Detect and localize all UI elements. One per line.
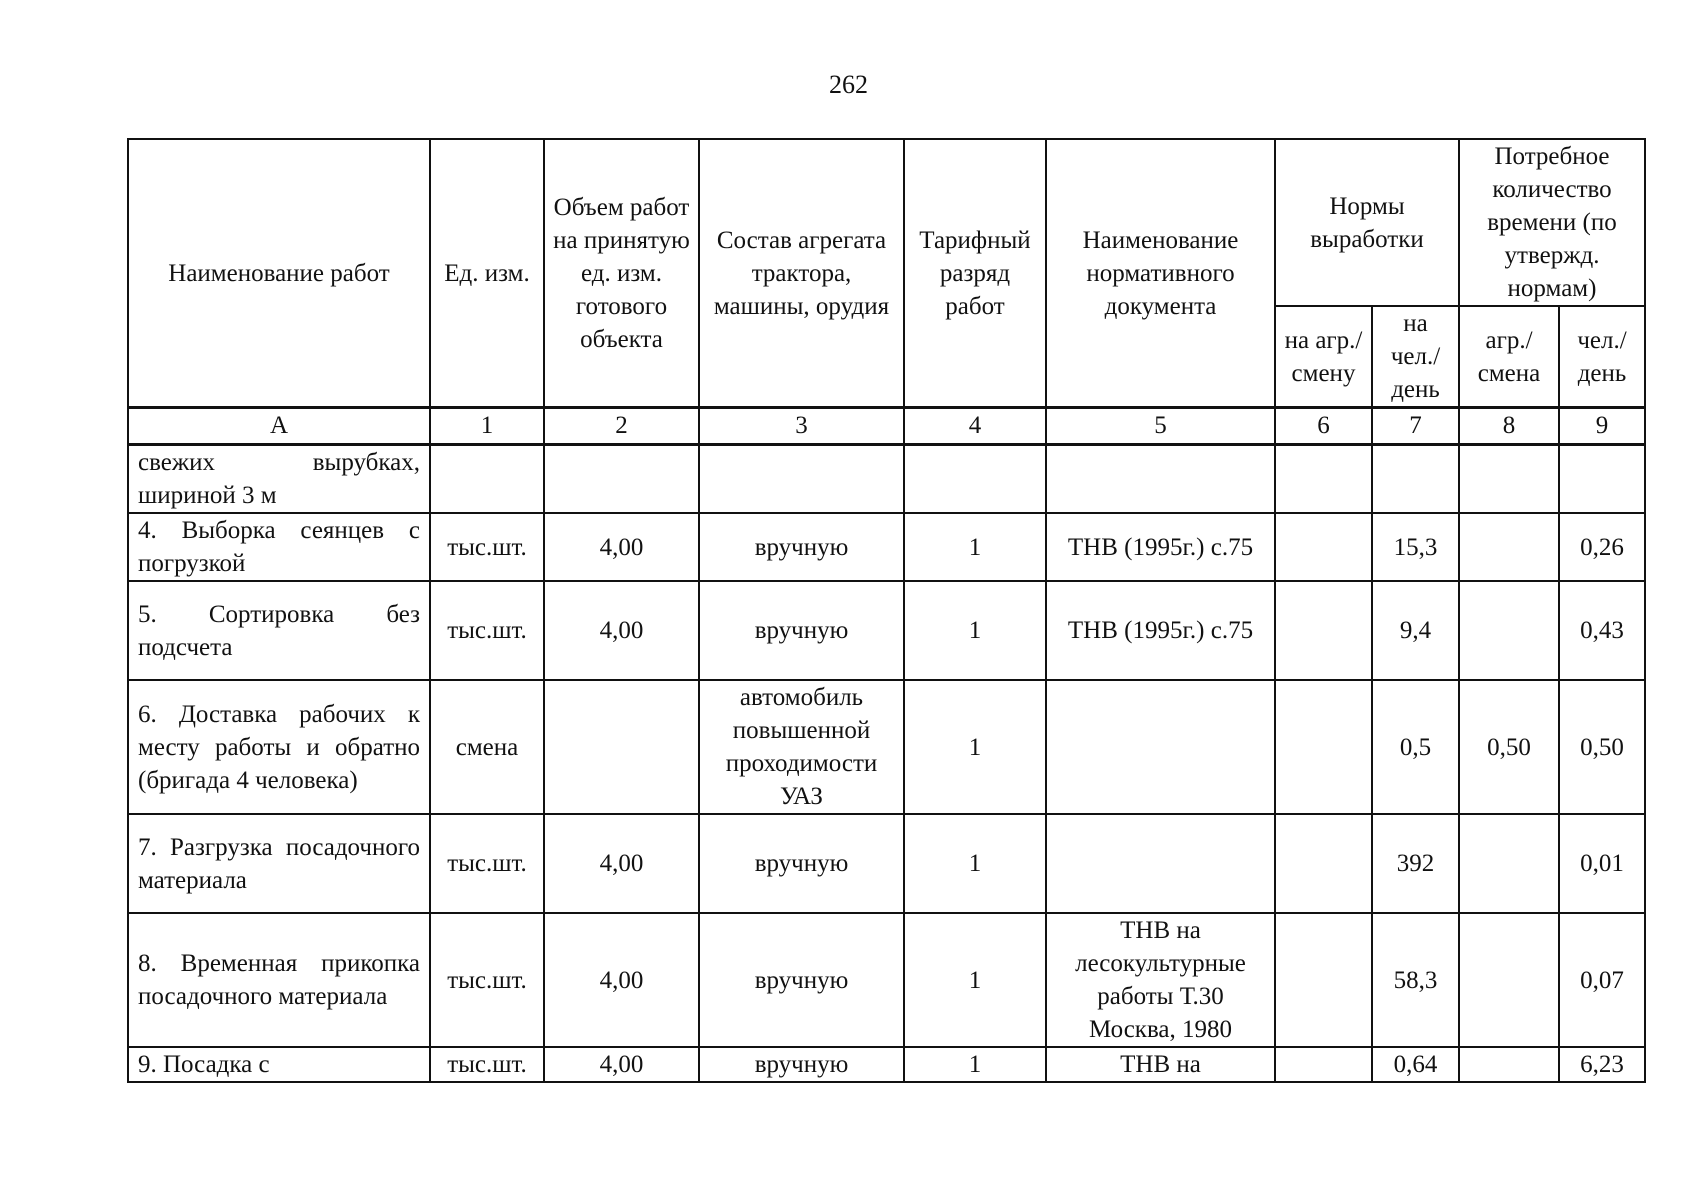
work-name-cell: свежих вырубках, шириной 3 м — [128, 445, 430, 514]
column-index: 4 — [904, 408, 1046, 445]
unit-cell: тыс.шт. — [430, 814, 544, 913]
column-index: А — [128, 408, 430, 445]
table-row — [128, 445, 1645, 514]
table-row — [128, 581, 1645, 680]
composition-cell: вручную — [699, 581, 904, 680]
unit-cell: смена — [430, 680, 544, 814]
norm-man-cell: 0,64 — [1372, 1047, 1459, 1082]
time-agr-cell — [1459, 1047, 1559, 1082]
header-time: Потребное количество времени (по утвержд. нормам) — [1459, 139, 1645, 306]
composition-cell: вручную — [699, 913, 904, 1047]
time-man-cell: 0,26 — [1559, 513, 1645, 581]
table-row — [128, 814, 1645, 913]
column-index: 9 — [1559, 408, 1645, 445]
column-index: 2 — [544, 408, 699, 445]
volume-cell: 4,00 — [544, 913, 699, 1047]
time-agr-cell — [1459, 581, 1559, 680]
table-row — [128, 1047, 1645, 1082]
header-time-man: чел./ день — [1559, 306, 1645, 408]
norm-man-cell: 9,4 — [1372, 581, 1459, 680]
time-man-cell: 0,50 — [1559, 680, 1645, 814]
header-norms: Нормы выработки — [1275, 139, 1459, 306]
norm-agr-cell — [1275, 814, 1372, 913]
norm-agr-cell — [1275, 513, 1372, 581]
header-norms-man: на чел./ день — [1372, 306, 1459, 408]
header-document: Наименование нормативного документа — [1046, 139, 1275, 408]
composition-cell: автомобиль повышенной проходимости УАЗ — [699, 680, 904, 814]
norm-agr-cell — [1275, 1047, 1372, 1082]
header-time-agr: агр./ смена — [1459, 306, 1559, 408]
grade-cell: 1 — [904, 513, 1046, 581]
norm-agr-cell — [1275, 913, 1372, 1047]
work-name-cell: 7. Разгрузка посадочного материала — [128, 814, 430, 913]
norm-agr-cell — [1275, 581, 1372, 680]
document-cell: ТНВ на лесокультурные работы Т.30 Москва, 1980 — [1046, 913, 1275, 1047]
norm-agr-cell — [1275, 445, 1372, 514]
volume-cell: 4,00 — [544, 814, 699, 913]
grade-cell: 1 — [904, 581, 1046, 680]
header-volume: Объем работ на принятую ед. изм. готового объекта — [544, 139, 699, 408]
time-agr-cell — [1459, 513, 1559, 581]
work-name-cell: 6. Доставка рабочих к месту работы и обратно (бригада 4 человека) — [128, 680, 430, 814]
document-cell: ТНВ (1995г.) с.75 — [1046, 581, 1275, 680]
column-index: 5 — [1046, 408, 1275, 445]
time-man-cell — [1559, 445, 1645, 514]
header-composition: Состав агрегата трактора, машины, орудия — [699, 139, 904, 408]
composition-cell: вручную — [699, 513, 904, 581]
work-norms-table — [127, 138, 1646, 1083]
time-man-cell: 0,43 — [1559, 581, 1645, 680]
volume-cell — [544, 680, 699, 814]
column-index: 6 — [1275, 408, 1372, 445]
work-name-cell: 9. Посадка с — [128, 1047, 430, 1082]
time-agr-cell — [1459, 814, 1559, 913]
norm-man-cell: 15,3 — [1372, 513, 1459, 581]
norm-agr-cell — [1275, 680, 1372, 814]
column-index: 1 — [430, 408, 544, 445]
table-row — [128, 680, 1645, 814]
volume-cell — [544, 445, 699, 514]
header-unit: Ед. изм. — [430, 139, 544, 408]
header-norms-agr: на агр./ смену — [1275, 306, 1372, 408]
document-cell: ТНВ на — [1046, 1047, 1275, 1082]
norm-man-cell: 392 — [1372, 814, 1459, 913]
table-row — [128, 513, 1645, 581]
time-agr-cell — [1459, 445, 1559, 514]
unit-cell: тыс.шт. — [430, 581, 544, 680]
grade-cell: 1 — [904, 1047, 1046, 1082]
volume-cell: 4,00 — [544, 1047, 699, 1082]
header-name: Наименование работ — [128, 139, 430, 408]
grade-cell — [904, 445, 1046, 514]
grade-cell: 1 — [904, 913, 1046, 1047]
composition-cell — [699, 445, 904, 514]
time-agr-cell: 0,50 — [1459, 680, 1559, 814]
norm-man-cell: 0,5 — [1372, 680, 1459, 814]
time-agr-cell — [1459, 913, 1559, 1047]
column-index-row — [128, 408, 1645, 445]
page-number: 262 — [829, 70, 868, 99]
composition-cell: вручную — [699, 1047, 904, 1082]
table-row — [128, 913, 1645, 1047]
unit-cell: тыс.шт. — [430, 913, 544, 1047]
document-cell — [1046, 814, 1275, 913]
work-name-cell: 8. Временная прикопка посадочного материала — [128, 913, 430, 1047]
document-cell: ТНВ (1995г.) с.75 — [1046, 513, 1275, 581]
header-grade: Тарифный разряд работ — [904, 139, 1046, 408]
unit-cell — [430, 445, 544, 514]
document-cell — [1046, 445, 1275, 514]
column-index: 7 — [1372, 408, 1459, 445]
work-name-cell: 5. Сортировка без подсчета — [128, 581, 430, 680]
composition-cell: вручную — [699, 814, 904, 913]
volume-cell: 4,00 — [544, 581, 699, 680]
unit-cell: тыс.шт. — [430, 1047, 544, 1082]
volume-cell: 4,00 — [544, 513, 699, 581]
document-cell — [1046, 680, 1275, 814]
work-name-cell: 4. Выборка сеянцев с погрузкой — [128, 513, 430, 581]
time-man-cell: 6,23 — [1559, 1047, 1645, 1082]
grade-cell: 1 — [904, 814, 1046, 913]
norm-man-cell — [1372, 445, 1459, 514]
norm-man-cell: 58,3 — [1372, 913, 1459, 1047]
unit-cell: тыс.шт. — [430, 513, 544, 581]
column-index: 8 — [1459, 408, 1559, 445]
time-man-cell: 0,01 — [1559, 814, 1645, 913]
grade-cell: 1 — [904, 680, 1046, 814]
column-index: 3 — [699, 408, 904, 445]
time-man-cell: 0,07 — [1559, 913, 1645, 1047]
